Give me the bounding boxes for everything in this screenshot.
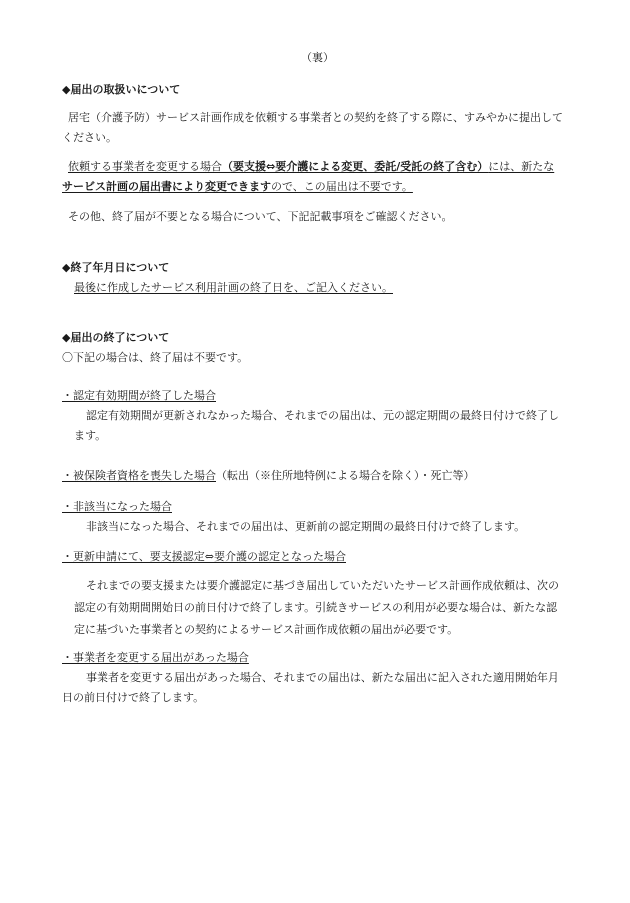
case-body-renewal-line1: それまでの要支援または要介護認定に基づき届出していただいたサービス計画作成依頼は、次の [86, 579, 559, 592]
case-title-cert-expired: ・認定有効期間が終了した場合 [62, 389, 216, 402]
case-body-cert-expired-line1: 認定有効期間が更新されなかった場合、それまでの届出は、元の認定期間の最終日付けで終了し [86, 409, 559, 422]
new-plan-change-text: サービス計画の届出書により変更できます [62, 180, 271, 193]
case-body-provider-change-line2: 日の前日付けで終了します。 [62, 691, 205, 704]
case-body-renewal-line3: 定に基づいた事業者との契約によるサービス計画作成依頼の届出が必要です。 [74, 623, 459, 636]
handling-para1-line1: 居宅（介護予防）サービス計画作成を依頼する事業者との契約を終了する際に、すみやかに提出して [68, 111, 563, 124]
case-title-provider-change: ・事業者を変更する届出があった場合 [62, 651, 249, 664]
change-provider-condition: （要支援⇔要介護による変更、委託/受託の終了含む） [222, 160, 489, 173]
termination-intro: 〇下記の場合は、終了届は不要です。 [62, 351, 249, 364]
case-body-provider-change-line1: 事業者を変更する届出があった場合、それまでの届出は、新たな届出に記入された適用開始年月 [86, 671, 559, 684]
handling-para3: その他、終了届が不要となる場合について、下記記載事項をご確認ください。 [68, 210, 453, 223]
handling-para2-line1 [68, 161, 554, 172]
case-title-lost-eligibility-row [62, 470, 475, 481]
case-title-renewal: ・更新申請にて、要支援認定⇔要介護の認定となった場合 [62, 550, 346, 563]
handling-para2-line2 [62, 181, 413, 192]
section-heading-end-date: ◆終了年月日について [62, 261, 170, 274]
case-title-not-applicable: ・非該当になった場合 [62, 500, 172, 513]
case-body-renewal-line2: 認定の有効期間開始日の前日付けで終了します。引続きサービスの利用が必要な場合は、新たな認 [74, 601, 558, 614]
section-heading-termination: ◆届出の終了について [62, 331, 170, 344]
end-date-instruction: 最後に作成したサービス利用計画の終了日を、ご記入ください。 [74, 281, 393, 294]
case-body-not-applicable: 非該当になった場合、それまでの届出は、更新前の認定期間の最終日付けで終了します。 [86, 520, 526, 533]
case-lost-eligibility-suffix: （転出（※住所地特例による場合を除く）・死亡等） [216, 469, 475, 482]
case-body-cert-expired-line2: ます。 [74, 429, 107, 442]
change-provider-text: 依頼する事業者を変更する場合 [68, 160, 222, 173]
section-heading-handling: ◆届出の取扱いについて [62, 83, 181, 96]
page-title: （裏） [301, 51, 334, 64]
handling-para1-line2: ください。 [62, 131, 117, 144]
case-title-lost-eligibility: ・被保険者資格を喪失した場合 [62, 469, 216, 482]
change-provider-text-cont: には、新たな [488, 160, 555, 173]
not-required-text: ので、この届出は不要です。 [271, 180, 413, 193]
